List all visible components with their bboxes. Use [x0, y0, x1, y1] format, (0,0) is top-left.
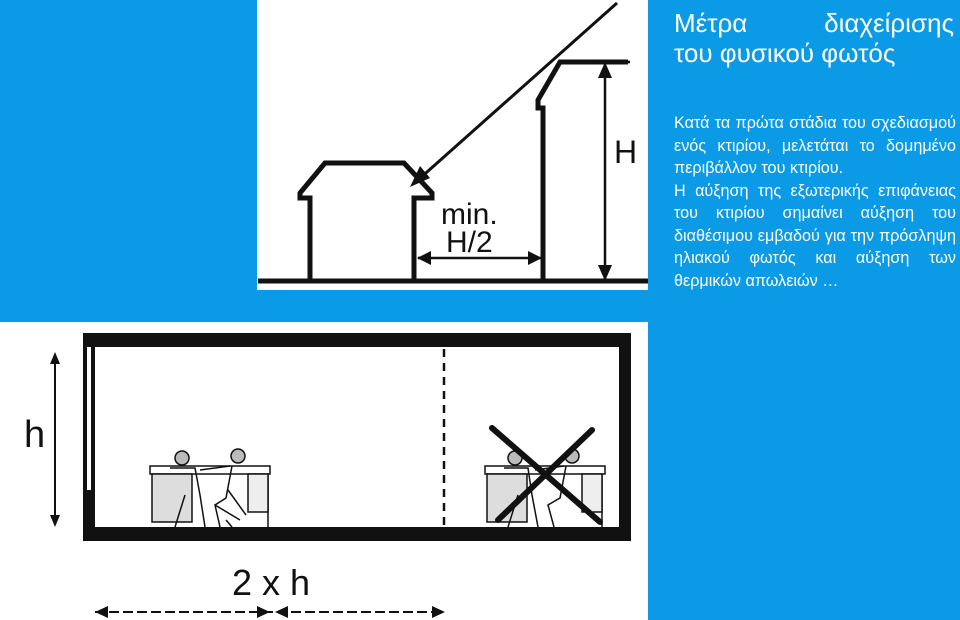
big-h-label: H [614, 134, 638, 170]
site-section-diagram [258, 3, 648, 281]
two-h-label: 2 x h [232, 562, 311, 603]
half-height-label: H/2 [446, 226, 493, 259]
min-label: min. [441, 198, 498, 231]
room-ceiling [83, 333, 631, 347]
room-left-wall-lower [83, 490, 95, 541]
window-frame [91, 347, 95, 490]
workstation-daylit [150, 449, 270, 527]
depth-arrow-mid [257, 606, 270, 618]
slide-title [674, 8, 954, 68]
sun-ray-arrow [418, 3, 617, 180]
paragraph-2: Η αύξηση της εξωτερικής επιφάνειας του κτιρίου σημαίνει αύξηση του διαθέσιμου εμβαδού για την πρόσληψη ηλιακού φωτός και αύξηση των θερμικών απωλειών … [674, 181, 956, 290]
title-line-2: του φυσικού φωτός [674, 38, 896, 68]
small-house [300, 163, 432, 281]
tall-building [538, 62, 628, 281]
depth-arrow-left [95, 606, 108, 618]
small-h-label: h [24, 414, 46, 456]
spacing-arrow-left [417, 251, 431, 265]
paragraph-1: Κατά τα πρώτα στάδια του σχεδιασμού ενός κτιρίου, μελετάται το δομημένο περιβάλλον του κτιρίου. [674, 114, 956, 177]
depth-arrow-mid2 [275, 606, 288, 618]
room-height-arrow-bottom [50, 515, 60, 527]
title-line-1: Μέτρα διαχείρισης [674, 8, 954, 38]
room-floor [83, 527, 631, 541]
room-right-wall [619, 333, 631, 541]
room-left-wall-upper [83, 333, 87, 490]
spacing-arrow-right [528, 251, 542, 265]
room-section-diagram [24, 333, 631, 618]
slide-body [674, 112, 956, 292]
room-height-arrow-top [50, 352, 60, 364]
depth-arrow-right [432, 606, 445, 618]
